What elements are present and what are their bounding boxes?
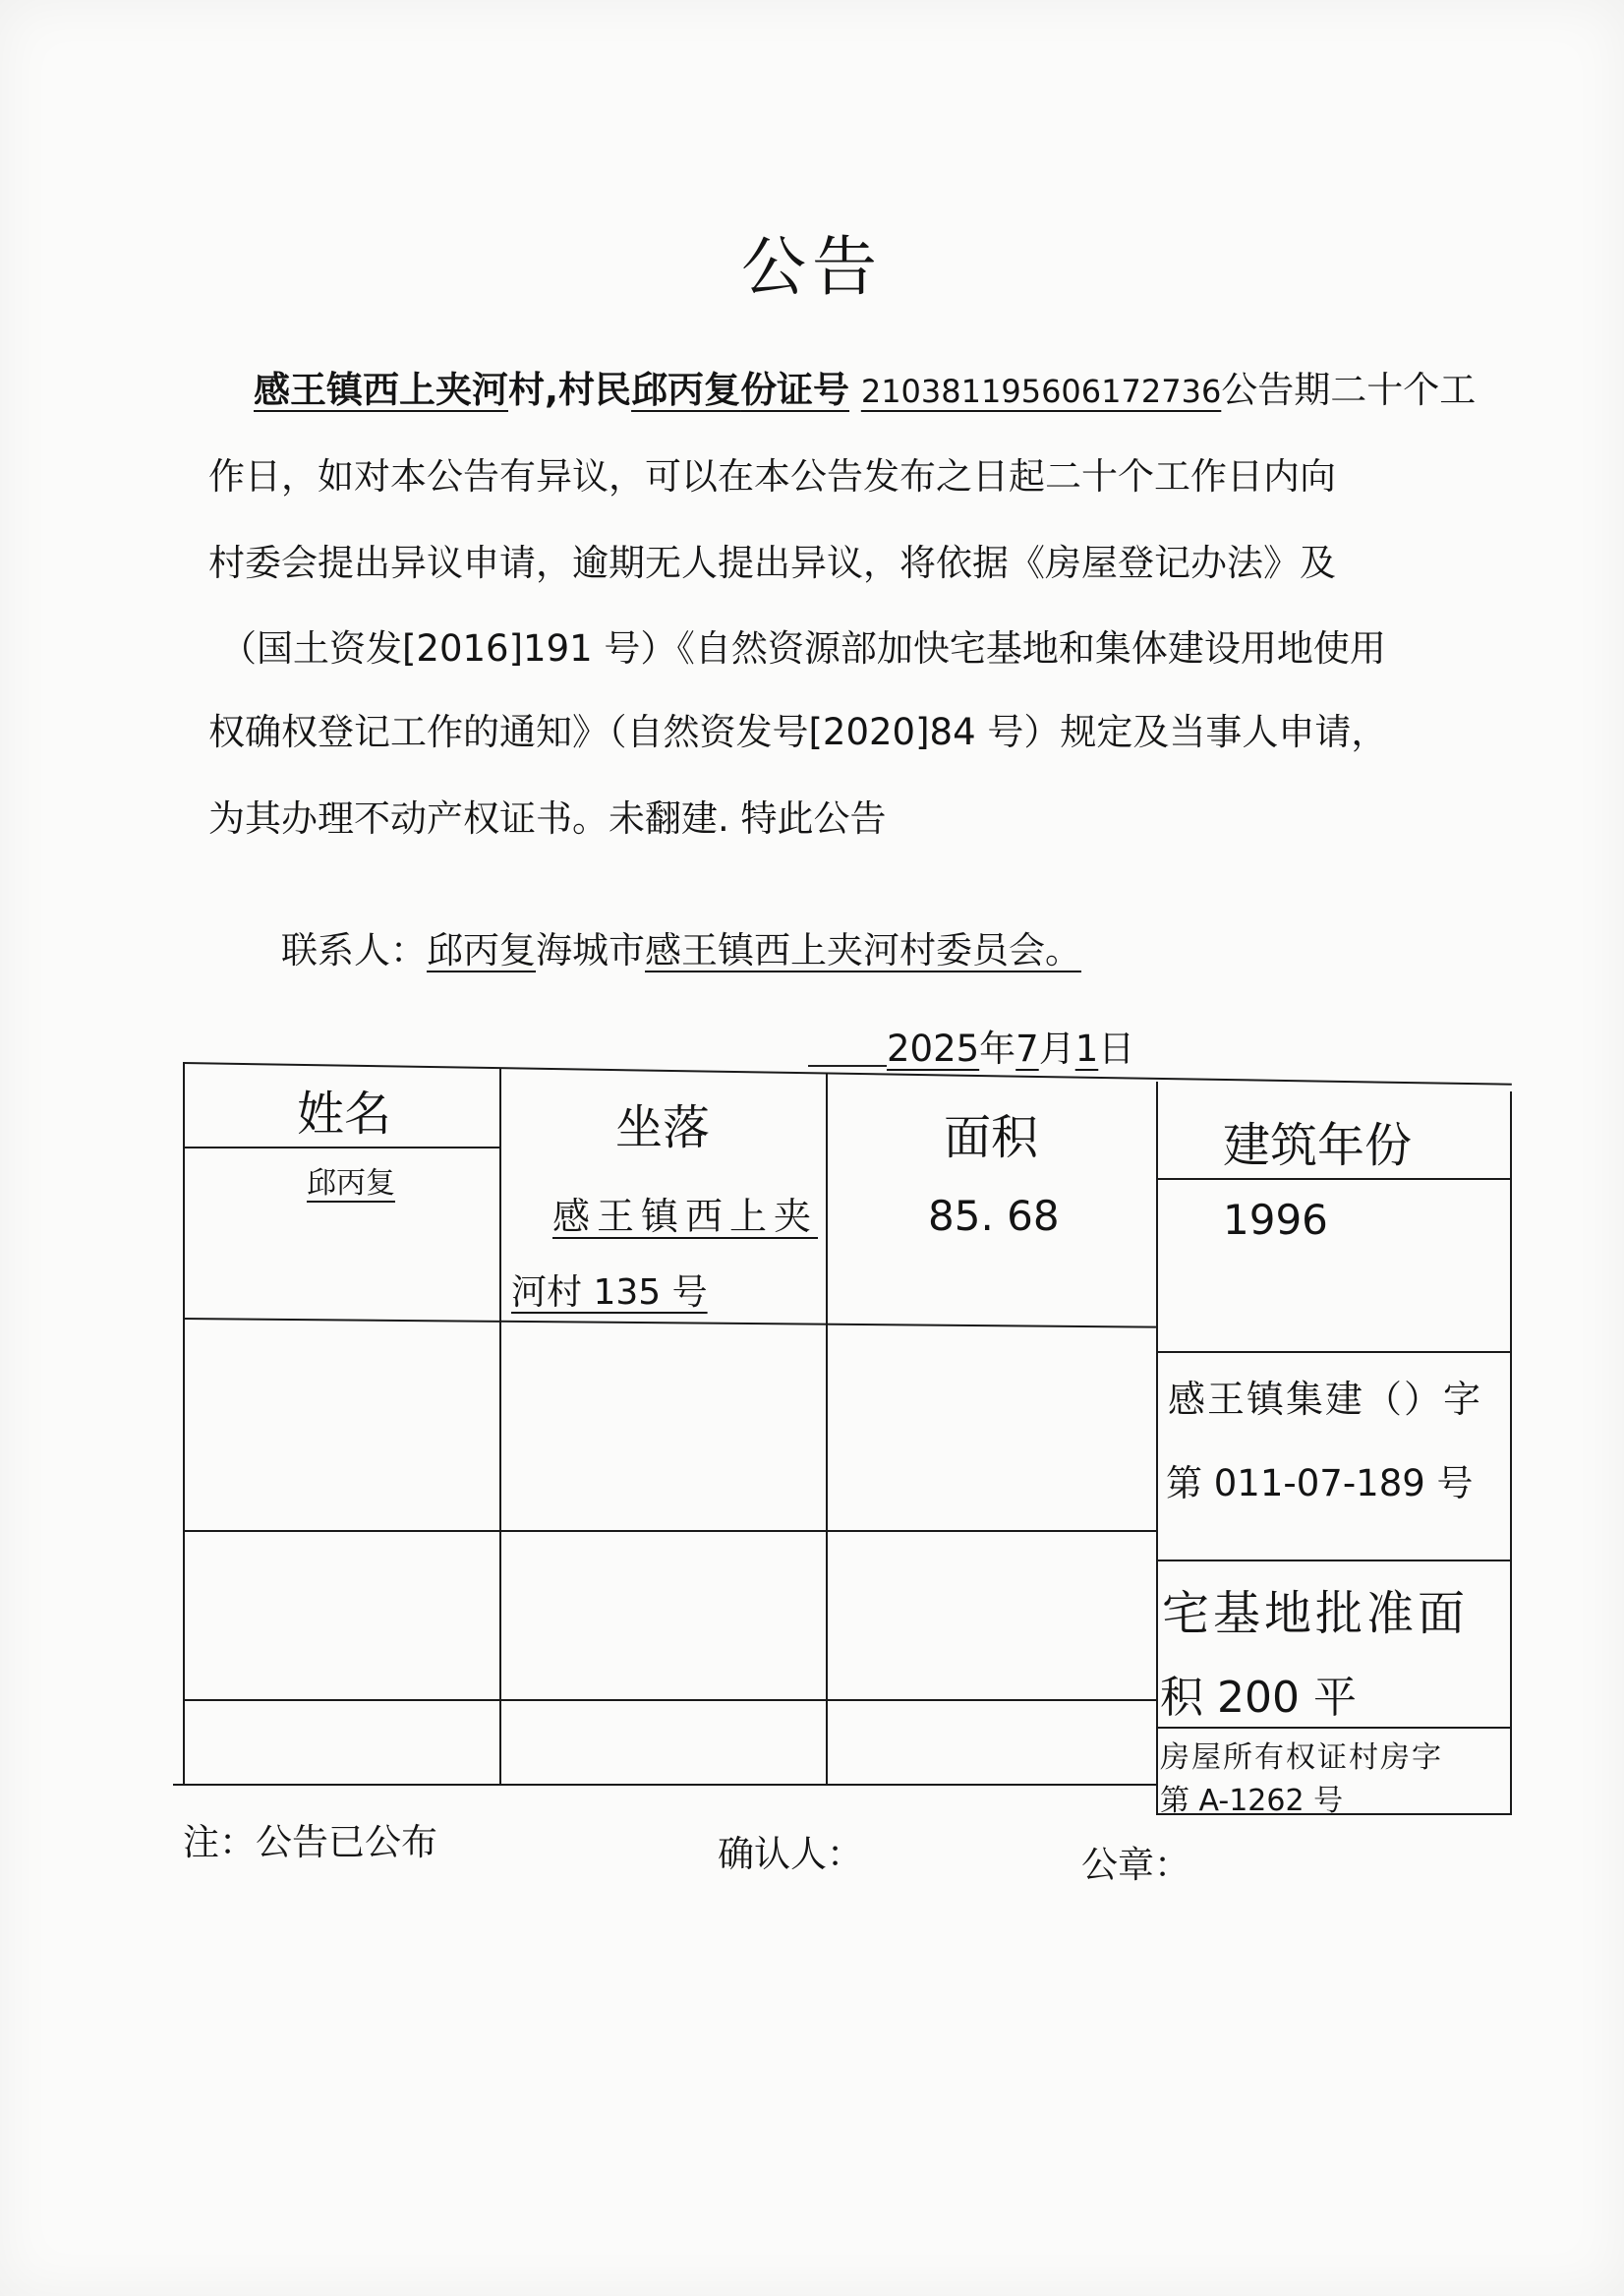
contact-name: 邱丙复 xyxy=(427,929,536,971)
table-row-divider-2 xyxy=(183,1530,1156,1532)
id-label: 份证号 xyxy=(740,369,850,411)
body-line-3: 村委会提出异议申请，逾期无人提出异议，将依据《房屋登记办法》及 xyxy=(208,542,1336,584)
cell-collective-cert-line-1: 感王镇集建（）字 xyxy=(1168,1378,1483,1421)
contact-city: 海城市 xyxy=(536,929,645,971)
cell-house-cert-line-1: 房屋所有权证村房字 xyxy=(1160,1740,1443,1775)
table-border-left xyxy=(183,1062,185,1784)
date-blank xyxy=(808,1035,887,1067)
footer-confirmer: 确认人： xyxy=(718,1833,863,1875)
body-line-6: 为其办理不动产权证书。未翻建. 特此公告 xyxy=(208,797,887,840)
table-header-divider-1 xyxy=(183,1147,499,1148)
table-col-divider-1 xyxy=(499,1068,501,1784)
cell-location-line-1: 感王镇西上夹 xyxy=(552,1195,819,1238)
table-row-divider-1b xyxy=(1156,1351,1510,1353)
table-row-divider-3b xyxy=(1156,1727,1510,1729)
body-line-2: 作日，如对本公告有异议，可以在本公告发布之日起二十个工作日内向 xyxy=(208,455,1336,498)
date-day-unit: 日 xyxy=(1098,1028,1135,1070)
cell-homestead-line-1: 宅基地批准面 xyxy=(1162,1586,1470,1641)
date-month-unit: 月 xyxy=(1038,1028,1075,1070)
contact-committee: 感王镇西上夹河村委员会。 xyxy=(645,929,1081,971)
date-month: 7 xyxy=(1015,1028,1039,1070)
cell-house-cert-line-2: 第 A-1262 号 xyxy=(1160,1784,1344,1818)
village-name: 感王镇西上夹河 xyxy=(254,369,508,411)
id-number: 210381195606172736 xyxy=(860,373,1222,410)
cell-area-value: 85. 68 xyxy=(928,1192,1060,1240)
resident-name: 邱丙复 xyxy=(631,369,741,411)
footer-seal: 公章： xyxy=(1081,1844,1190,1886)
header-build-year: 建筑年份 xyxy=(1223,1118,1413,1173)
cell-homestead-line-2: 积 200 平 xyxy=(1160,1673,1357,1723)
header-location: 坐落 xyxy=(615,1100,711,1155)
date-day: 1 xyxy=(1074,1028,1099,1070)
notice-period: 公告期二十个工 xyxy=(1221,369,1477,411)
cell-owner-name: 邱丙复 xyxy=(307,1166,395,1201)
table-col-divider-2 xyxy=(826,1074,828,1784)
table-row-divider-2b xyxy=(1156,1560,1510,1561)
body-line-1 xyxy=(254,369,1477,411)
date-year: 2025 xyxy=(887,1028,980,1070)
footer-note: 注：公告已公布 xyxy=(183,1821,437,1863)
body-line-4: （国土资发[2016]191 号）《自然资源部加快宅基地和集体建设用地使用 xyxy=(220,627,1386,670)
header-area: 面积 xyxy=(944,1110,1039,1165)
table-col-divider-3 xyxy=(1156,1082,1158,1813)
table-row-divider-3 xyxy=(183,1699,1156,1701)
contact-label: 联系人： xyxy=(281,929,427,971)
header-name: 姓名 xyxy=(297,1087,392,1142)
table-row-divider-1 xyxy=(183,1318,1156,1328)
cell-collective-cert-line-2: 第 011-07-189 号 xyxy=(1166,1462,1474,1504)
notice-date xyxy=(808,1019,1134,1072)
village-suffix: 村,村民 xyxy=(508,369,632,411)
table-border-right xyxy=(1510,1091,1512,1813)
table-border-bottom xyxy=(173,1784,1156,1786)
cell-location-line-2: 河村 135 号 xyxy=(511,1272,708,1313)
cell-build-year-value: 1996 xyxy=(1223,1196,1328,1244)
body-line-5: 权确权登记工作的通知》（自然资发号[2020]84 号）规定及当事人申请， xyxy=(208,711,1388,753)
date-year-unit: 年 xyxy=(979,1028,1016,1070)
table-header-divider-4 xyxy=(1156,1178,1512,1180)
page-title: 公告 xyxy=(741,229,883,305)
contact-line xyxy=(281,920,1081,973)
